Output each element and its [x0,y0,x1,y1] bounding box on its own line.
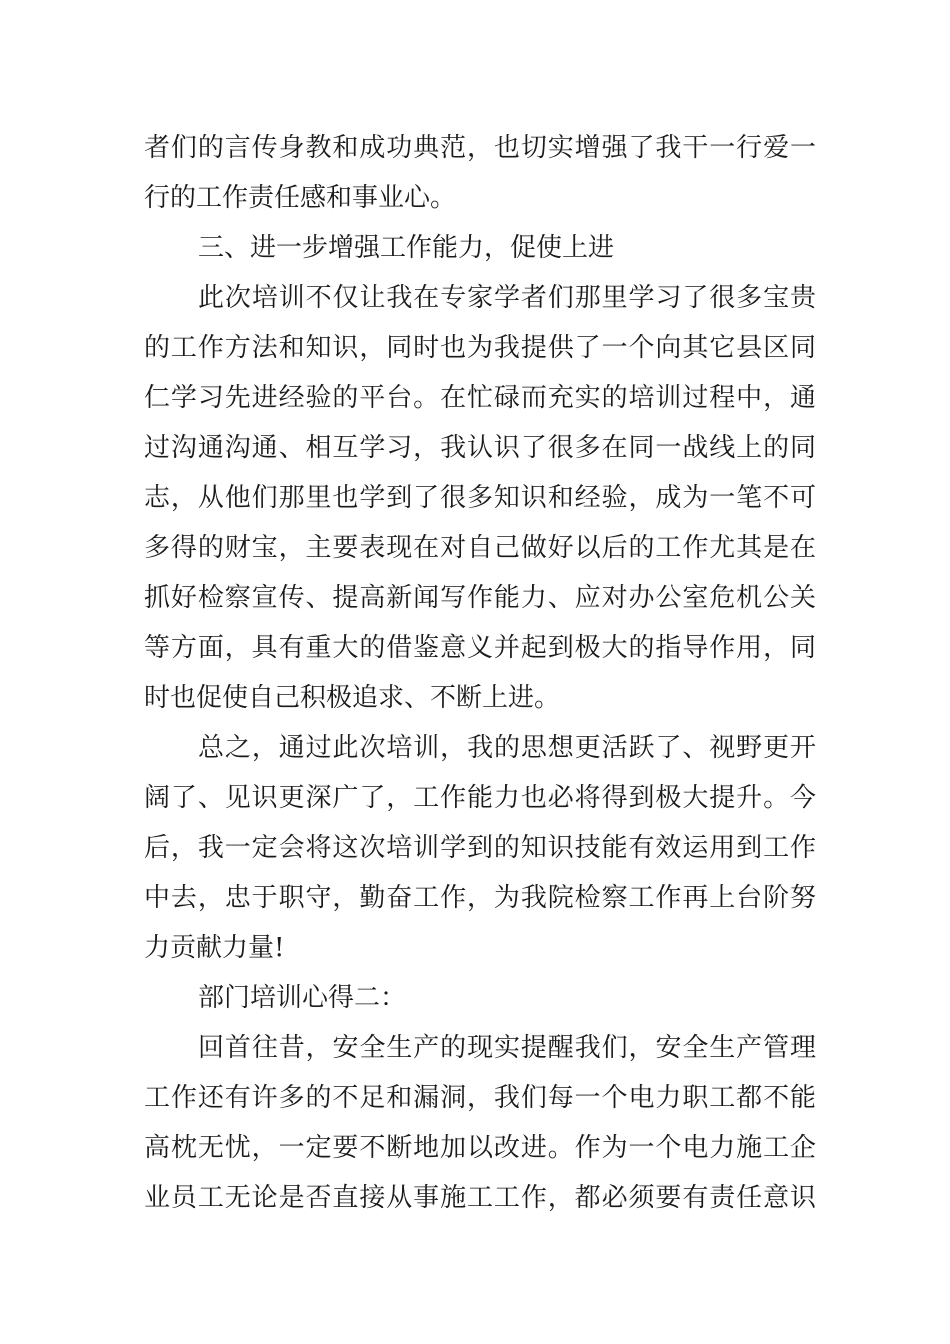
text-line: 业员工无论是否直接从事施工工作，都必须要有责任意识 [144,1183,816,1213]
text-line: 部门培训心得二： [198,983,407,1013]
text-line: 过沟通沟通、相互学习，我认识了很多在同一战线上的同 [144,433,816,463]
text-line: 总之，通过此次培训，我的思想更活跃了、视野更开 [198,733,816,763]
text-line: 者们的言传身教和成功典范，也切实增强了我干一行爱一 [144,133,816,163]
text-line: 志，从他们那里也学到了很多知识和经验，成为一笔不可 [144,483,816,513]
text-line: 多得的财宝，主要表现在对自己做好以后的工作尤其是在 [144,533,816,563]
text-line: 高枕无忧，一定要不断地加以改进。作为一个电力施工企 [144,1133,816,1163]
text-line: 三、进一步增强工作能力，促使上进 [198,233,615,263]
text-line: 回首往昔，安全生产的现实提醒我们，安全生产管理 [198,1033,816,1063]
text-line: 中去，忠于职守，勤奋工作，为我院检察工作再上台阶努 [144,883,816,913]
text-line: 的工作方法和知识，同时也为我提供了一个向其它县区同 [144,333,816,363]
text-line: 时也促使自己积极追求、不断上进。 [144,683,561,713]
text-line: 阔了、见识更深广了，工作能力也必将得到极大提升。今 [144,783,816,813]
text-line: 等方面，具有重大的借鉴意义并起到极大的指导作用，同 [144,633,816,663]
text-line: 工作还有许多的不足和漏洞，我们每一个电力职工都不能 [144,1083,816,1113]
text-line: 力贡献力量! [144,933,285,963]
text-line: 行的工作责任感和事业心。 [144,183,457,213]
text-line: 抓好检察宣传、提高新闻写作能力、应对办公室危机公关 [144,583,816,613]
text-line: 仁学习先进经验的平台。在忙碌而充实的培训过程中，通 [144,383,816,413]
text-line: 后，我一定会将这次培训学到的知识技能有效运用到工作 [144,833,816,863]
text-line: 此次培训不仅让我在专家学者们那里学习了很多宝贵 [198,283,816,313]
